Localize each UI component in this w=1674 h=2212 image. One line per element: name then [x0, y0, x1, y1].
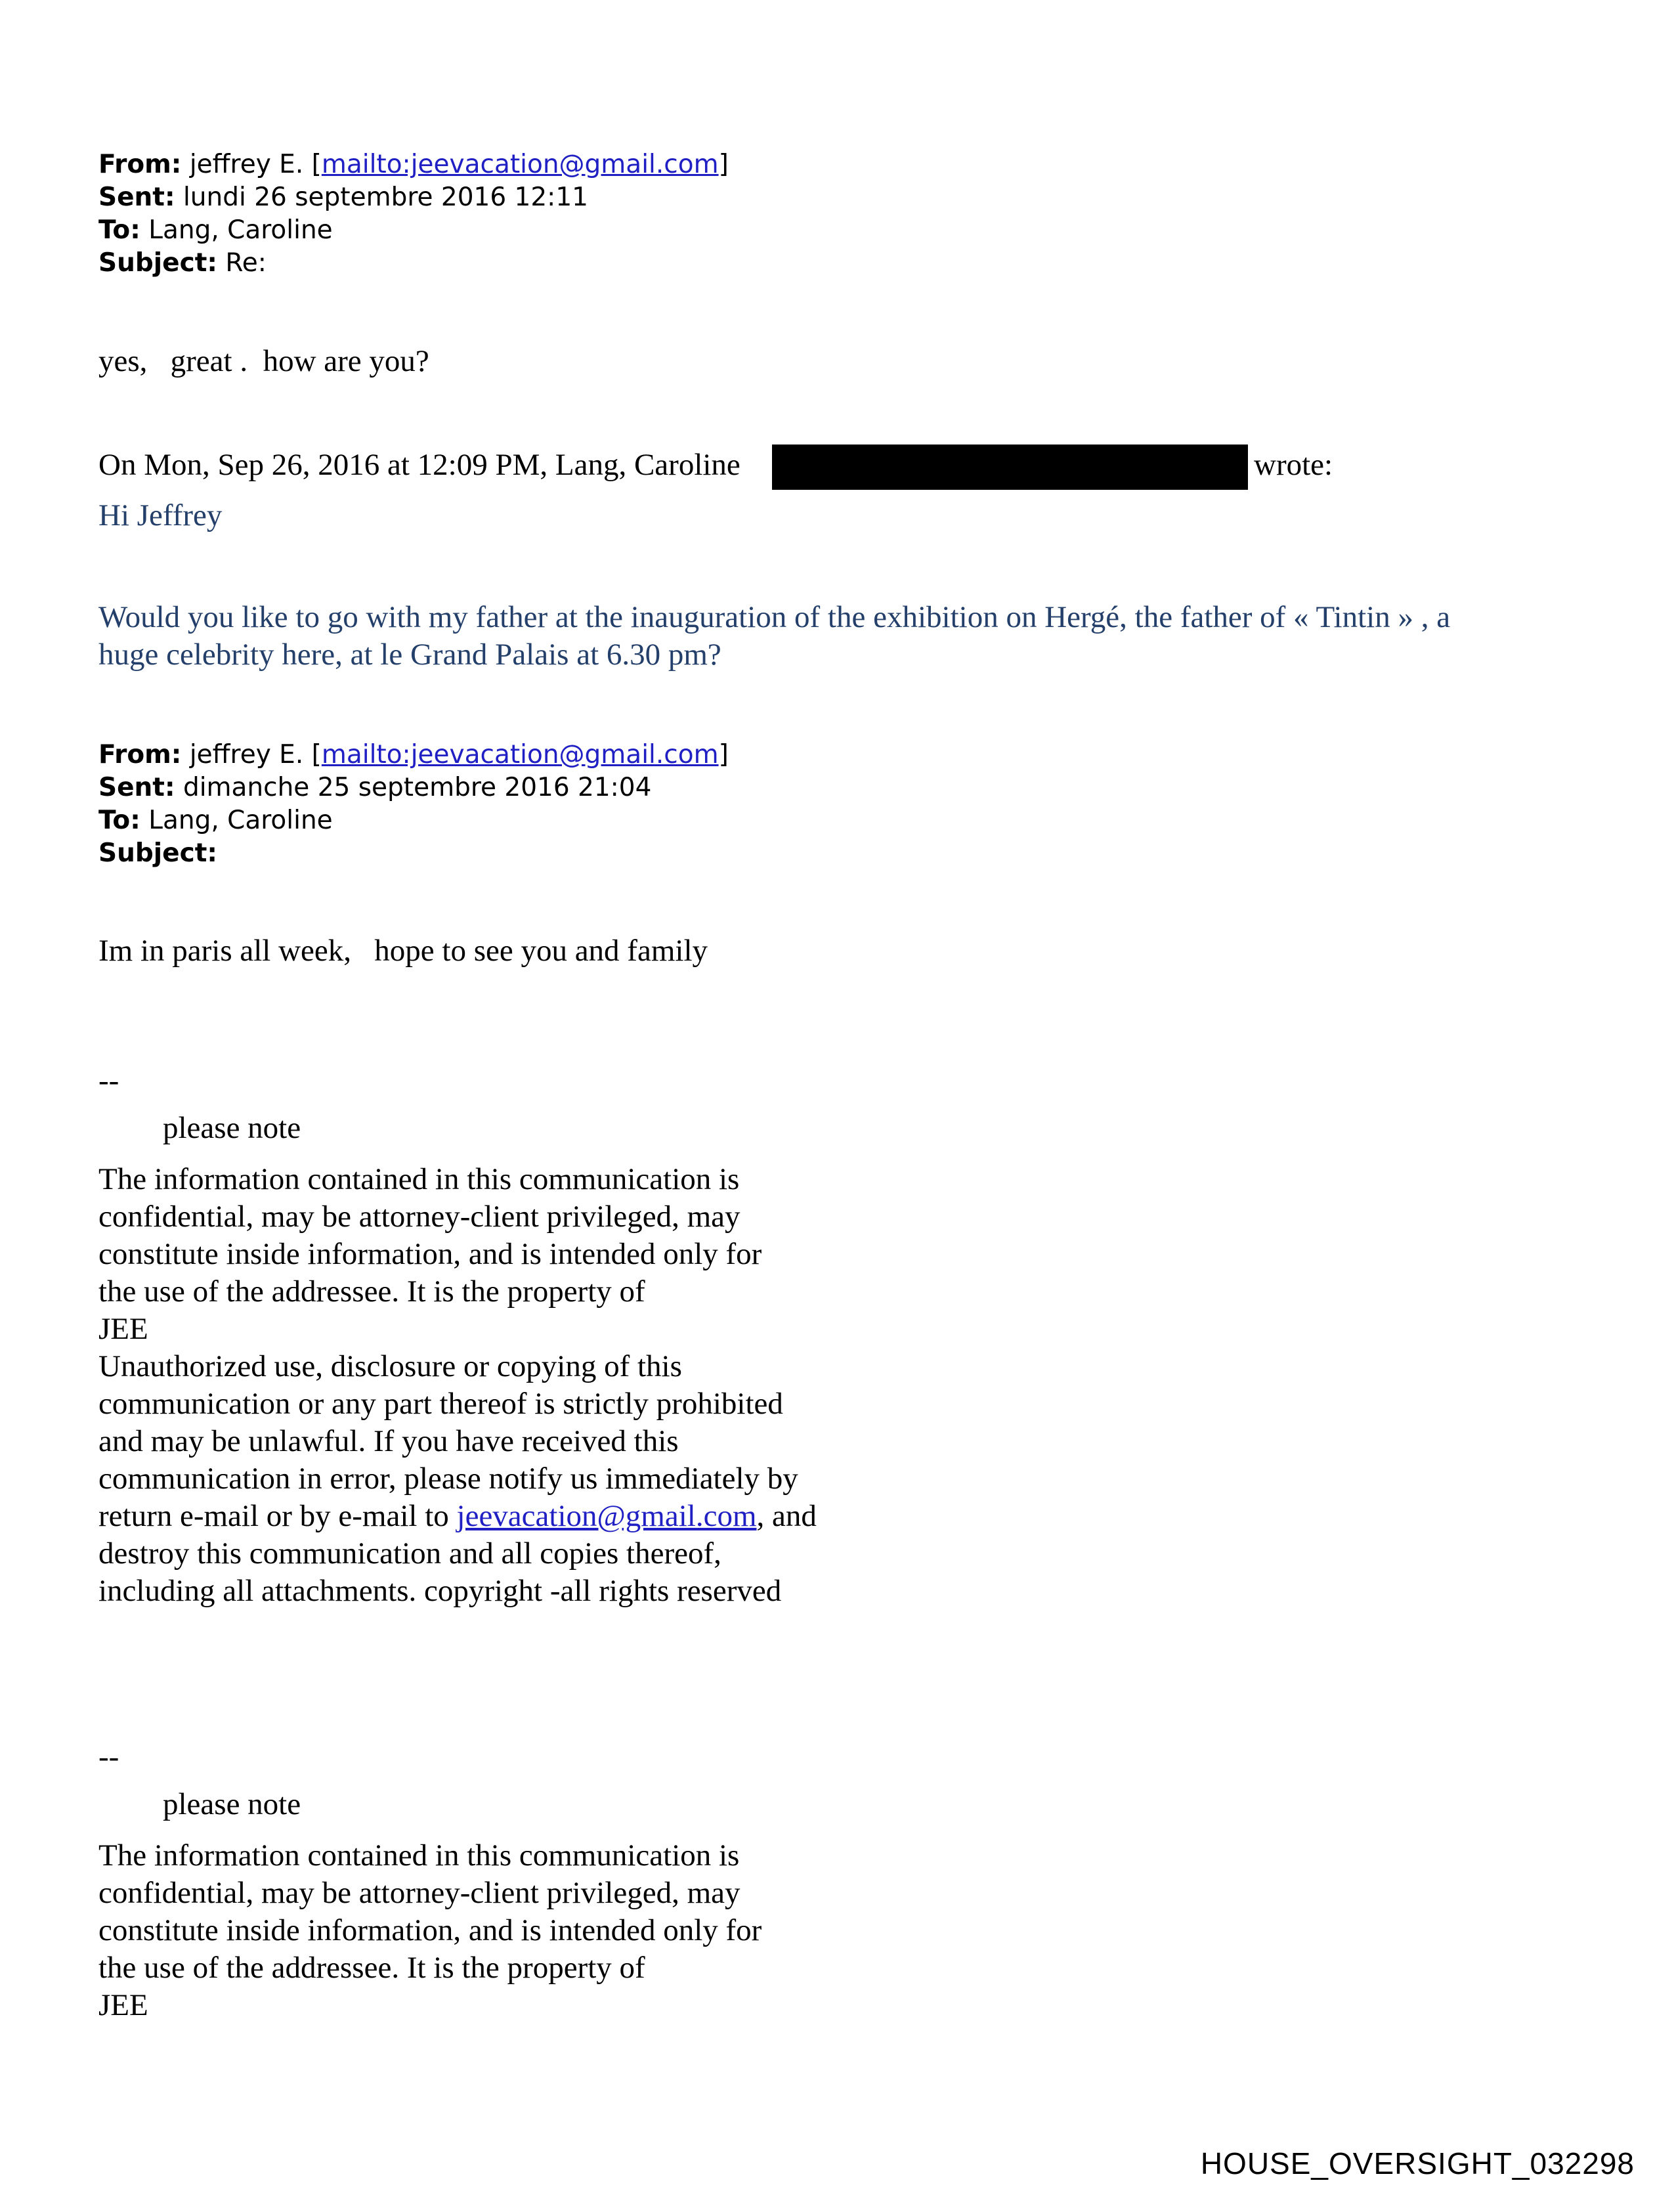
disclaimer-line: The information contained in this communication is: [98, 1162, 740, 1196]
disclaimer-text: , and: [756, 1499, 817, 1533]
email1-to-row: [98, 214, 729, 247]
quoted-greeting: Hi Jeffrey: [98, 498, 223, 532]
email2-header: [98, 739, 729, 870]
disclaimer-line: confidential, may be attorney-client privileged, may: [98, 1876, 740, 1910]
disclaimer-line: including all attachments. copyright -all rights reserved: [98, 1574, 782, 1608]
sent-label: Sent:: [98, 183, 175, 212]
disclaimer-line: communication or any part thereof is strictly prohibited: [98, 1387, 783, 1421]
signature-dashes: --: [98, 1740, 119, 1774]
from-mailto-link[interactable]: mailto:jeevacation@gmail.com: [321, 150, 719, 179]
bates-number: HOUSE_OVERSIGHT_032298: [1200, 2146, 1635, 2180]
disclaimer-line: communication in error, please notify us immediately by: [98, 1462, 798, 1496]
disclaimer-line: constitute inside information, and is intended only for: [98, 1237, 762, 1271]
email2-from-row: From: jeffrey E. [mailto:jeevacation@gmail.com]: [98, 740, 729, 770]
disclaimer-block: [98, 1161, 817, 1610]
quoted-intro-after: wrote:: [1254, 448, 1333, 482]
email-link[interactable]: jeevacation@gmail.com: [456, 1499, 757, 1533]
disclaimer-line: The information contained in this communication is: [98, 1838, 740, 1873]
disclaimer-line: the use of the addressee. It is the property of: [98, 1274, 645, 1309]
disclaimer-line: JEE: [98, 1988, 148, 2022]
quoted-intro-before: On Mon, Sep 26, 2016 at 12:09 PM, Lang, Caroline: [98, 448, 740, 482]
email1-from-row: From: jeffrey E. [mailto:jeevacation@gmail.com]: [98, 150, 729, 179]
from-name: jeffrey E.: [189, 740, 304, 770]
disclaimer-line: destroy this communication and all copies thereof,: [98, 1536, 721, 1571]
from-mailto-link[interactable]: mailto:jeevacation@gmail.com: [321, 740, 719, 770]
redaction-box: [772, 445, 1248, 490]
disclaimer-line: and may be unlawful. If you have received this: [98, 1424, 679, 1458]
disclaimer-line: JEE: [98, 1312, 148, 1346]
to-value: Lang, Caroline: [148, 215, 333, 245]
from-name: jeffrey E.: [189, 150, 304, 179]
email1-header: [98, 148, 729, 280]
please-note: please note: [163, 1787, 301, 1821]
email2-subject-row: [98, 837, 729, 870]
to-value: Lang, Caroline: [148, 806, 333, 835]
subject-label: Subject:: [98, 248, 217, 278]
email1-body: yes, great . how are you?: [98, 344, 429, 378]
subject-value: Re:: [225, 248, 267, 278]
disclaimer-line: confidential, may be attorney-client privileged, may: [98, 1200, 740, 1234]
disclaimer-text: return e-mail or by e-mail to: [98, 1499, 457, 1533]
signature-dashes: --: [98, 1064, 119, 1098]
sent-label: Sent:: [98, 773, 175, 802]
to-label: To:: [98, 806, 140, 835]
quoted-line-2: huge celebrity here, at le Grand Palais at 6.30 pm?: [98, 638, 721, 672]
sent-value: lundi 26 septembre 2016 12:11: [182, 183, 588, 212]
email2-sent-row: [98, 771, 729, 804]
sent-value: dimanche 25 septembre 2016 21:04: [182, 773, 652, 802]
quoted-line-1: Would you like to go with my father at the inauguration of the exhibition on Hergé, the father of « Tintin » , a: [98, 600, 1451, 634]
from-label: From:: [98, 740, 182, 770]
email2-to-row: [98, 804, 729, 837]
email1-subject-row: [98, 247, 729, 280]
disclaimer-block: [98, 1837, 762, 2024]
please-note: please note: [163, 1111, 301, 1145]
disclaimer-line: constitute inside information, and is intended only for: [98, 1913, 762, 1947]
subject-label: Subject:: [98, 838, 217, 868]
disclaimer-line: [98, 1498, 817, 1535]
to-label: To:: [98, 215, 140, 245]
disclaimer-line: the use of the addressee. It is the property of: [98, 1951, 645, 1985]
disclaimer-line: Unauthorized use, disclosure or copying of this: [98, 1349, 682, 1383]
from-label: From:: [98, 150, 182, 179]
email1-sent-row: [98, 181, 729, 214]
email2-body: Im in paris all week, hope to see you and family: [98, 934, 708, 968]
